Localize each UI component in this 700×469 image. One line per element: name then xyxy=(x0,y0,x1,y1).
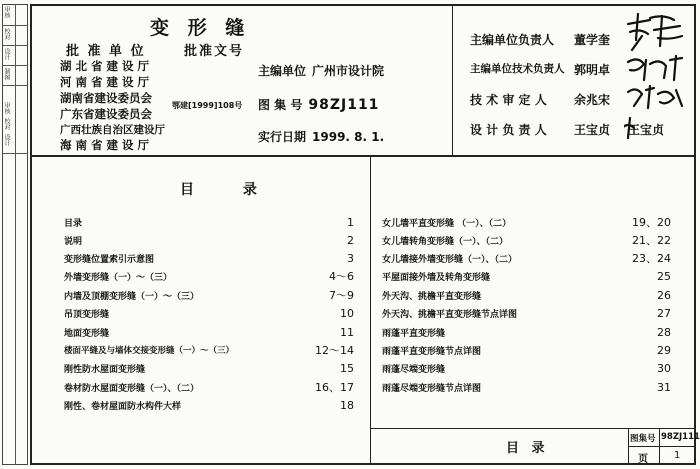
effective-date-label: 实行日期 xyxy=(258,130,307,144)
responsible-name: 郭明卓 xyxy=(574,63,611,77)
toc-entry-page: 27 xyxy=(657,306,671,320)
toc-entry-label: 外天沟、挑檐平直变形缝 xyxy=(382,291,482,302)
toc-entry-label: 内墙及顶棚变形缝（一）～（三） xyxy=(64,291,200,302)
toc-entry[interactable] xyxy=(64,267,354,285)
toc-column-divider xyxy=(370,155,371,428)
toc-entry-label: 外天沟、挑檐平直变形缝节点详图 xyxy=(382,309,518,320)
strip-label: 设计 xyxy=(3,48,10,60)
toc-entry-page: 23、24 xyxy=(632,252,671,265)
toc-entry[interactable] xyxy=(382,323,671,341)
toc-entry-label: 雨蓬平直变形缝 xyxy=(382,328,446,339)
toc-entry[interactable] xyxy=(64,249,354,267)
toc-entry-label: 平屋面接外墙及转角变形缝 xyxy=(382,272,491,283)
toc-entry[interactable] xyxy=(382,249,671,267)
title-block-mid-border xyxy=(628,446,696,447)
toc-entry-page: 4～6 xyxy=(329,270,354,283)
toc-entry-label: 卷材防水屋面变形缝（一）、（二） xyxy=(64,383,200,394)
toc-entry[interactable] xyxy=(64,286,354,304)
toc-entry[interactable] xyxy=(382,286,671,304)
header-column-divider xyxy=(452,5,453,155)
toc-entry-label: 雨蓬尽端变形缝 xyxy=(382,364,446,375)
title-block-sheet-title: 目 录 xyxy=(506,441,549,456)
atlas-number xyxy=(258,96,379,113)
approval-org: 海 南 省 建 设 厅 xyxy=(60,138,150,152)
toc-entry-label: 地面变形缝 xyxy=(64,328,110,339)
responsible-name: 王宝贞 xyxy=(574,123,611,137)
responsible-name: 余兆宋 xyxy=(574,93,611,107)
toc-entry-page: 30 xyxy=(657,361,671,375)
toc-entry[interactable] xyxy=(382,213,671,231)
page-title: 变 形 缝 xyxy=(150,17,251,39)
toc-entry[interactable] xyxy=(64,378,354,396)
toc-entry[interactable] xyxy=(64,323,354,341)
toc-entry-page: 16、17 xyxy=(315,381,354,394)
responsible-role: 设 计 负 责 人 xyxy=(470,123,547,137)
chief-unit-value: 广州市设计院 xyxy=(312,64,385,78)
toc-entry[interactable] xyxy=(64,341,354,359)
toc-entry-page: 25 xyxy=(657,269,671,283)
effective-date-value: 1999. 8. 1. xyxy=(312,130,385,144)
strip-label: 设计 xyxy=(3,134,10,146)
strip-label: 审核 xyxy=(3,6,10,18)
toc-entry-page: 21、22 xyxy=(632,234,671,247)
strip-label: 校对 xyxy=(3,28,10,40)
toc-entry-label: 雨蓬平直变形缝节点详图 xyxy=(382,346,482,357)
approval-org: 湖南省建设委员会 xyxy=(60,91,152,105)
title-block-page-label: 页 xyxy=(638,454,648,465)
toc-entry-page: 3 xyxy=(347,251,354,265)
strip-label: 校对 xyxy=(3,118,10,130)
toc-entry-label: 外墙变形缝（一）～（三） xyxy=(64,272,173,283)
toc-entry-page: 19、20 xyxy=(632,216,671,229)
toc-entry-page: 28 xyxy=(657,325,671,339)
strip-label: 审核 xyxy=(3,102,10,114)
toc-entry-label: 楼面平缝及与墙体交接变形缝（一）～（三） xyxy=(64,346,235,356)
toc-entry[interactable] xyxy=(64,396,354,414)
title-block-top-border xyxy=(370,428,696,429)
toc-entry-page: 12～14 xyxy=(315,344,354,357)
toc-entry[interactable] xyxy=(382,267,671,285)
strip-label: 制图 xyxy=(3,68,10,80)
approval-org: 广东省建设委员会 xyxy=(60,107,152,121)
toc-entry-page: 26 xyxy=(657,288,671,302)
toc-entry-label: 刚性防水屋面变形缝 xyxy=(64,364,146,375)
responsible-name: 董学奎 xyxy=(574,33,611,47)
left-binding-strip xyxy=(2,4,28,465)
toc-entry-page: 7～9 xyxy=(329,289,354,302)
title-block-page-value: 1 xyxy=(674,450,681,461)
toc-entry-label: 说明 xyxy=(64,236,83,247)
toc-entry-label: 女儿墙接外墙变形缝（一）、（二） xyxy=(382,254,518,265)
toc-entry-page: 15 xyxy=(340,361,354,375)
toc-title: 目 录 xyxy=(180,182,279,198)
toc-entry[interactable] xyxy=(64,213,354,231)
toc-entry-page: 2 xyxy=(347,233,354,247)
toc-entry[interactable] xyxy=(382,341,671,359)
toc-entry[interactable] xyxy=(382,378,671,396)
approval-doc-number: 鄂建[1999]108号 xyxy=(172,101,243,110)
toc-entry[interactable] xyxy=(382,304,671,322)
toc-entry-label: 女儿墙平直变形缝 （一）、（二） xyxy=(382,218,512,229)
header-divider xyxy=(30,155,696,157)
atlas-number-value: 98ZJ111 xyxy=(308,97,380,113)
toc-entry-page: 10 xyxy=(340,306,354,320)
title-block-divider xyxy=(370,428,371,464)
approval-doc-label: 批准文号 xyxy=(184,44,245,59)
responsible-role: 主编单位技术负责人 xyxy=(470,63,565,75)
toc-entry-page: 29 xyxy=(657,343,671,357)
toc-entry[interactable] xyxy=(64,304,354,322)
toc-entry[interactable] xyxy=(64,359,354,377)
atlas-number-label: 图 集 号 xyxy=(258,98,303,112)
toc-entry-page: 1 xyxy=(347,215,354,229)
toc-entry[interactable] xyxy=(382,231,671,249)
toc-entry-label: 变形缝位置索引示意图 xyxy=(64,254,155,265)
toc-entry[interactable] xyxy=(64,231,354,249)
approval-org: 湖 北 省 建 设 厅 xyxy=(60,59,150,73)
responsible-role: 技 术 审 定 人 xyxy=(470,93,547,107)
toc-entry-label: 雨蓬尽端变形缝节点详图 xyxy=(382,383,482,394)
toc-entry-label: 刚性、卷材屋面防水构件大样 xyxy=(64,401,182,412)
toc-entry-page: 11 xyxy=(340,325,354,339)
approval-unit-label: 批 准 单 位 xyxy=(66,44,146,59)
approval-org: 广西壮族自治区建设厅 xyxy=(60,124,165,136)
toc-entry[interactable] xyxy=(382,359,671,377)
toc-entry-page: 18 xyxy=(340,398,354,412)
toc-entry-label: 吊顶变形缝 xyxy=(64,309,110,320)
effective-date xyxy=(258,128,384,145)
chief-unit-label: 主编单位 xyxy=(258,64,307,78)
toc-entry-label: 目录 xyxy=(64,218,83,229)
chief-unit xyxy=(258,62,384,79)
title-block-atlas-value: 98ZJ111 xyxy=(661,432,700,442)
toc-entry-label: 女儿墙转角变形缝（一）、（二） xyxy=(382,236,509,247)
signature-text: 王宝贞 xyxy=(628,123,665,137)
approval-org: 河 南 省 建 设 厅 xyxy=(60,75,150,89)
toc-entry-page: 31 xyxy=(657,380,671,394)
title-block-atlas-label: 图集号 xyxy=(630,434,656,444)
responsible-role: 主编单位负责人 xyxy=(470,33,555,47)
